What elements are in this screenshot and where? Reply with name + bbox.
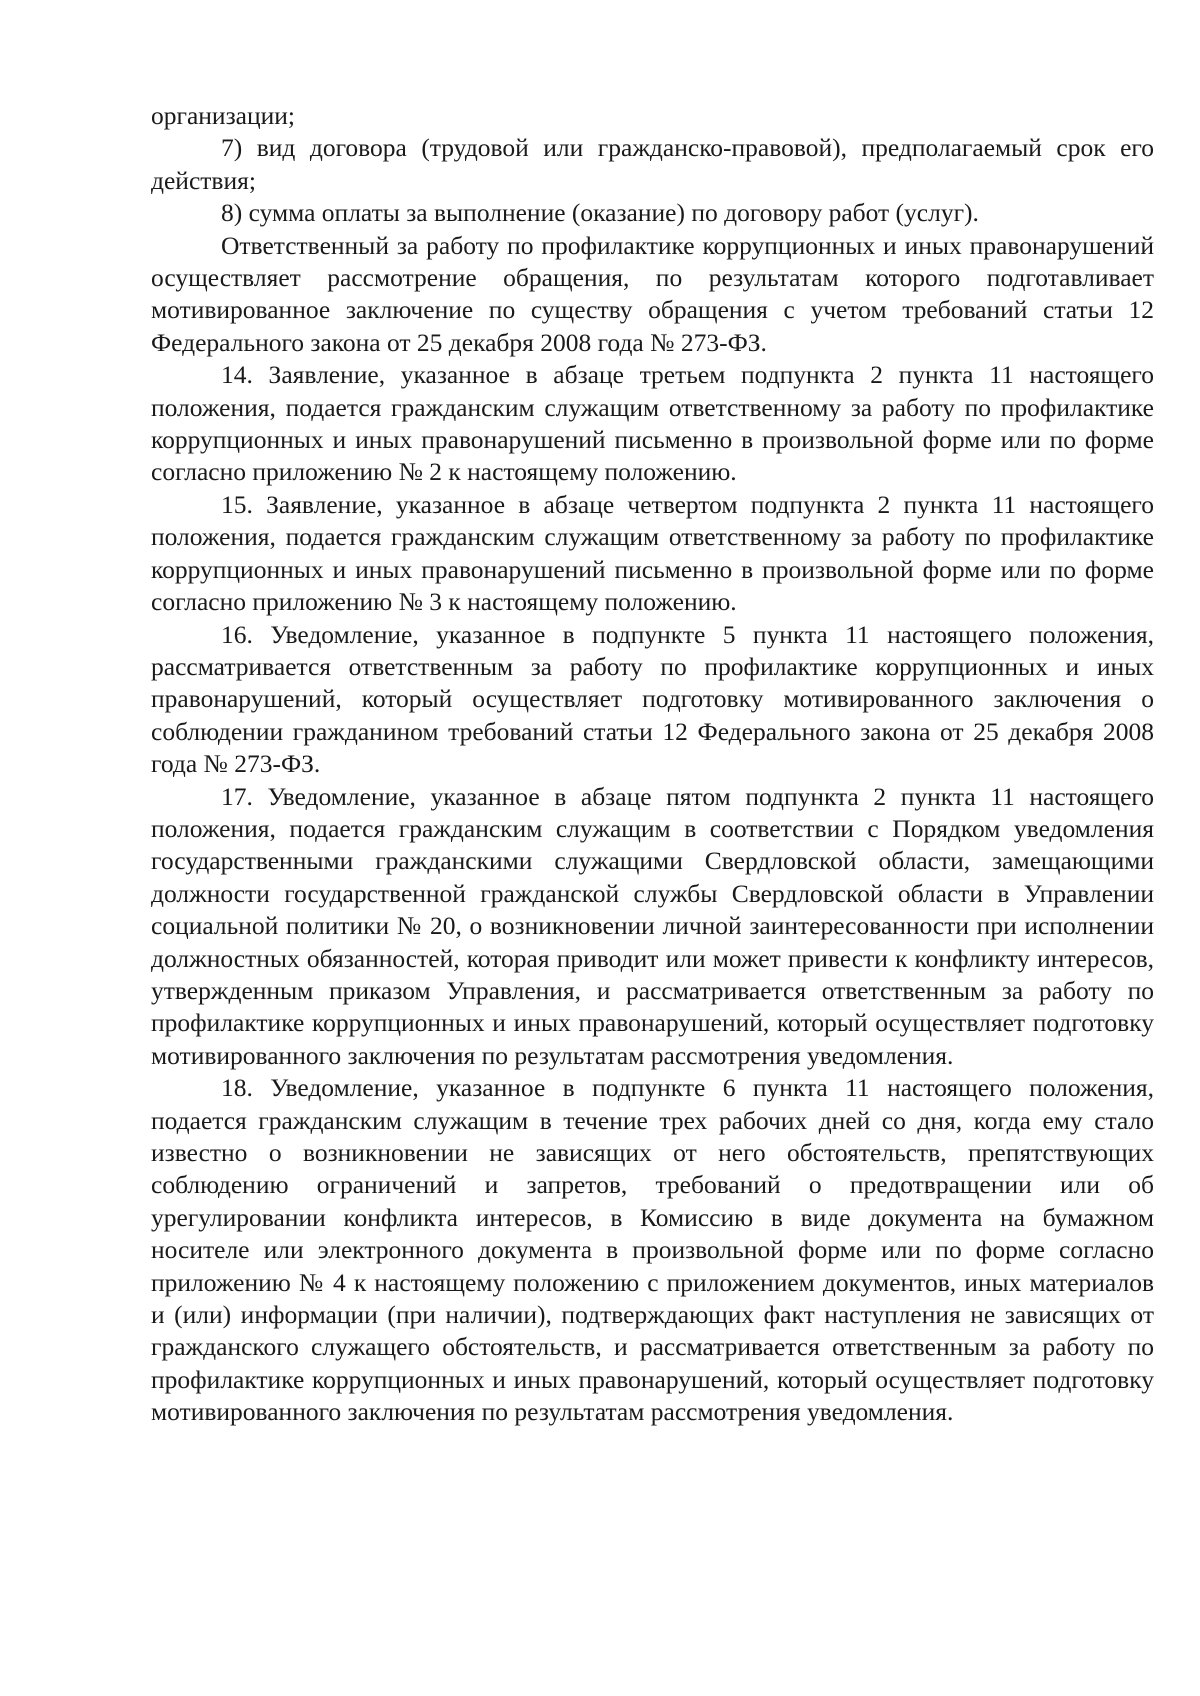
list-item-8: 8) сумма оплаты за выполнение (оказание) по договору работ (услуг). bbox=[221, 198, 979, 228]
paragraph-16: 16. Уведомление, указанное в подпункте 5 пункта 11 настоящего положения, рассматривается ответственным за работу по профилактике коррупционных и иных правонарушений, который осуществляет подготовку мотивированного заключения о соблюдении гражданином требований статьи 12 Федерального закона от 25 декабря 2008 года № 273-ФЗ. bbox=[151, 619, 1154, 779]
paragraph-responsible-review: Ответственный за работу по профилактике коррупционных и иных правонарушений осуществляет рассмотрение обращения, по результатам которого подготавливает мотивированное заключение по существу обращения с учетом требований статьи 12 Федерального закона от 25 декабря 2008 года № 273-ФЗ. bbox=[151, 230, 1154, 357]
list-item-7: 7) вид договора (трудовой или гражданско-правовой), предполагаемый срок его действия; bbox=[151, 133, 1154, 195]
paragraph-continuation: организации; bbox=[151, 101, 295, 130]
paragraph-18: 18. Уведомление, указанное в подпункте 6 пункта 11 настоящего положения, подается гражданским служащим в течение трех рабочих дней со дня, когда ему стало известно о возникновении не зависящих от него обстоятельств, препятствующих соблюдению ограничений и запретов, требований о предотвращении или об урегулировании конфликта интересов, в Комиссию в виде документа на бумажном носителе или электронного документа в произвольной форме или по форме согласно приложению № 4 к настоящему положению с приложением документов, иных материалов и (или) информации (при наличии), подтверждающих факт наступления не зависящих от гражданского служащего обстоятельств, и рассматривается ответственным за работу по профилактике коррупционных и иных правонарушений, который осуществляет подготовку мотивированного заключения по результатам рассмотрения уведомления. bbox=[151, 1073, 1154, 1427]
paragraph-14: 14. Заявление, указанное в абзаце третьем подпункта 2 пункта 11 настоящего положения, подается гражданским служащим ответственному за работу по профилактике коррупционных и иных правонарушений письменно в произвольной форме или по форме согласно приложению № 2 к настоящему положению. bbox=[151, 360, 1154, 487]
paragraph-15: 15. Заявление, указанное в абзаце четвертом подпункта 2 пункта 11 настоящего положения, подается гражданским служащим ответственному за работу по профилактике коррупционных и иных правонарушений письменно в произвольной форме или по форме согласно приложению № 3 к настоящему положению. bbox=[151, 489, 1154, 617]
document-body bbox=[151, 100, 1154, 1429]
paragraph-17: 17. Уведомление, указанное в абзаце пятом подпункта 2 пункта 11 настоящего положения, подается гражданским служащим в соответствии с Порядком уведомления государственными гражданскими служащими Свердловской области, замещающими должности государственной гражданской службы Свердловской области в Управлении социальной политики № 20, о возникновении личной заинтересованности при исполнении должностных обязанностей, которая приводит или может привести к конфликту интересов, утвержденным приказом Управления, и рассматривается ответственным за работу по профилактике коррупционных и иных правонарушений, который осуществляет подготовку мотивированного заключения по результатам рассмотрения уведомления. bbox=[151, 781, 1154, 1070]
